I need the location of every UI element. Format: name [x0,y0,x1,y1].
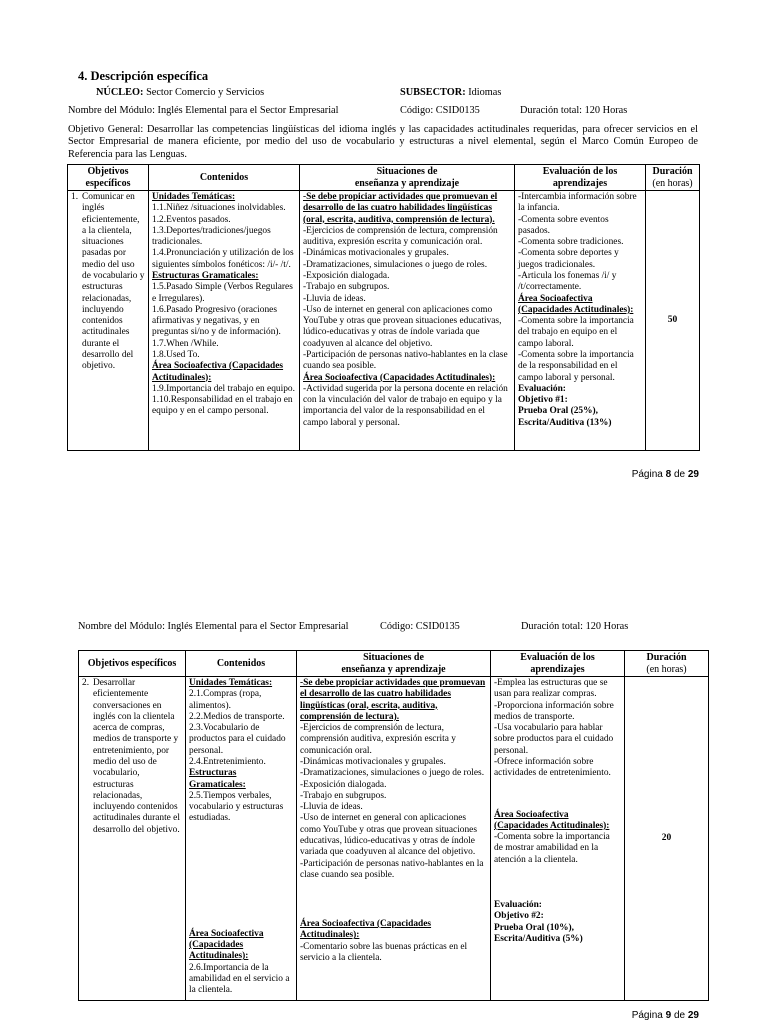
list-item: -Proporciona información sobre medios de transporte. [494,700,614,722]
section-title: 4. Descripción específica [78,69,209,83]
header-situaciones: Situaciones de enseñanza y aprendizaje [300,165,515,191]
list-item: -Trabajo en subgrupos. [300,790,387,801]
list-item: -Participación de personas nativo-hablantes en la clase cuando sea posible. [300,858,484,880]
list-item: 1.4.Pronunciación y utilización de los siguientes símbolos fonéticos: /i/- /t/. [152,248,294,270]
page-9 [0,500,768,1024]
table-header [68,165,700,191]
list-item: 2.3.Vocabulario de productos para el cuidado personal. [189,723,286,756]
list-item: -Comenta sobre eventos pasados. [518,214,609,236]
header-duracion: Duración (en horas) [625,651,709,677]
list-item: -Trabajo en subgrupos. [303,282,390,293]
list-item: -Dinámicas motivacionales y grupales. [300,756,446,767]
list-item: -Comenta sobre deportes y juegos tradicionales. [518,248,619,270]
module-code: Código: CSID0135 [380,621,460,632]
list-item: -Uso de internet en general con aplicaciones como YouTube y otras que provean situaciones educativas, lúdico-educativas y otras de índole variada que coadyuven al alcance del objetivo. [300,813,477,858]
nucleo-value: Sector Comercio y Servicios [146,87,265,98]
list-item: -Comenta sobre tradiciones. [518,237,624,248]
header-situaciones: Situaciones de enseñanza y aprendizaje [297,651,491,677]
module-duration: Duración total: 120 Horas [521,621,629,632]
nucleo-label: NÚCLEO: [96,87,144,98]
page-footer: Página 9 de 29 [631,1010,699,1021]
list-item: -Comenta sobre la importancia del trabajo en equipo en el campo laboral. [518,316,634,349]
situations-cell: -Se debe propiciar actividades que promuevan el desarrollo de las cuatro habilidades lingüísticas (oral, escrita, auditiva, comprensión de lectura). -Ejercicios de comprensión de lectura, comprensión auditiva, expresión escrita y comunicación oral. -Dinámicas motivacionales y grupales. -Dramatizaciones, simulaciones o juego de roles. -Exposición dialogada. -Trabajo en subgrupos. -Lluvia de ideas. -Uso de internet en general con aplicaciones como YouTube y otras que provean situaciones educativas, lúdico-educativas y otras de índole variada que coadyuven al alcance del objetivo. -Participación de personas nativo-hablantes en la clase cuando sea posible. Área Socioafectiva (Capacidades Actitudinales): -Comentario sobre las buenas prácticas en el servicio a la clientela. [297,677,491,1001]
list-item: 1.3.Deportes/tradiciones/juegos tradicionales. [152,225,271,248]
list-item: -Uso de internet en general con aplicaciones como YouTube y otras que provean situaciones educativas, lúdico-educativas y otras de índole variada que coadyuven al alcance del objetivo. [303,304,502,349]
contents-cell: Unidades Temáticas: 1.1.Niñez /situaciones inolvidables. 1.2.Eventos pasados. 1.3.Deportes/tradiciones/juegos tradicionales. 1.4.Pronunciación y utilización de los siguientes símbolos fonéticos: /i/- /t/. Estructuras Gramaticales: 1.5.Pasado Simple (Verbos Regulares e Irregulares). 1.6.Pasado Progresivo (oraciones afirmativas y negativas, y en preguntas si/no y de información). 1.7.When /While. 1.8.Used To. Área Socioafectiva (Capacidades Actitudinales): 1.9.Importancia del trabajo en equipo. 1.10.Responsabilidad en el trabajo en equipo y en el campo personal. [149,191,300,451]
list-item: 1.7.When /While. [152,338,219,349]
list-item: -Lluvia de ideas. [303,293,366,304]
list-item: 1.10.Responsabilidad en el trabajo en equipo y en el campo personal. [152,395,293,417]
evaluation-cell: -Emplea las estructuras que se usan para realizar compras. -Proporciona información sobre medios de transporte. -Usa vocabulario para hablar sobre productos para el cuidado personal. -Ofrece información sobre actividades de entretenimiento. Área Socioafectiva (Capacidades Actitudinales): -Comenta sobre la importancia de mostrar amabilidad en la atención a la clientela. Evaluación: Objetivo #2: Prueba Oral (10%), Escrita/Auditiva (5%) [491,677,625,1001]
header-objetivos: Objetivos específicos [79,651,186,677]
objective-text: Desarrollar eficientemente conversaciones en inglés con la clientela acerca de compras, medios de transporte y entretenimiento, por medio del uso de vocabulario, estructuras relacionadas, incluyendo contenidos actitudinales durante el desarrollo del objetivo. [93,678,180,835]
duration-cell: 20 [625,677,709,1001]
module-row [68,105,708,119]
header-evaluacion: Evaluación de los aprendizajes [491,651,625,677]
module-duration: Duración total: 120 Horas [520,105,628,116]
list-item: -Comenta sobre la importancia de mostrar amabilidad en la atención a la clientela. [494,832,610,865]
list-item: -Dramatizaciones, simulaciones o juego de roles. [303,259,488,270]
list-item: -Participación de personas nativo-hablantes en la clase cuando sea posible. [303,349,508,372]
header-evaluacion: Evaluación de los aprendizajes [515,165,646,191]
list-item: 2.1.Compras (ropa, alimentos). [189,689,262,711]
list-item: -Ejercicios de comprensión de lectura, comprensión auditiva, expresión escrita y comunicación oral. [300,723,456,756]
list-item: -Actividad sugerida por la persona docente en relación con la vinculación del valor de trabajo en equipo y la importancia del valor de la responsabilidad en el campo laboral y personal. [303,383,508,428]
general-objective: Objetivo General: Desarrollar las competencias lingüísticas del idioma inglés y las capacidades actitudinales requeridas, para ofrecer servicios en el Sector Empresarial de manera eficiente, por medio del uso de vocabulario y estructuras a nivel elemental, según el Marco Común Europeo de Referencia para las Lenguas. [68,124,698,160]
page-footer: Página 8 de 29 [631,469,699,480]
module-row [78,621,708,635]
description-table [78,650,709,1001]
list-item: -Usa vocabulario para hablar sobre productos para el cuidado personal. [494,723,614,756]
objective-text: Comunicar en inglés eficientemente, a la clientela, situaciones pasadas por medio del uso de vocabulario y estructuras relacionadas, incluyendo contenidos actitudinales durante el desarrollo del objetivo. [82,192,145,372]
list-item: 1.5.Pasado Simple (Verbos Regulares e Irregulares). [152,282,293,304]
contents-cell: Unidades Temáticas: 2.1.Compras (ropa, alimentos). 2.2.Medios de transporte. 2.3.Vocabulario de productos para el cuidado personal. 2.4.Entretenimiento. Estructuras Gramaticales: 2.5.Tiempos verbales, vocabulario y estructuras estudiadas. Área Socioafectiva (Capacidades Actitudinales): 2.6.Importancia de la amabilidad en el servicio a la clientela. [186,677,297,1001]
list-item: -Exposición dialogada. [303,270,390,281]
duration-cell: 50 [646,191,700,451]
subsector-value: Idiomas [468,87,502,98]
objective-cell: 1. Comunicar en inglés eficientemente, a la clientela, situaciones pasadas por medio del uso de vocabulario y estructuras relacionadas, incluyendo contenidos actitudinales durante el desarrollo del objetivo. [68,191,149,451]
list-item: -Ofrece información sobre actividades de entretenimiento. [494,756,611,779]
list-item: 1.2.Eventos pasados. [152,214,231,225]
table-header [79,651,709,677]
nucleo-row [96,87,696,101]
list-item: -Ejercicios de comprensión de lectura, comprensión auditiva, expresión escrita y comunicación oral. [303,225,498,248]
list-item: -Comentario sobre las buenas prácticas en el servicio a la clientela. [300,941,468,963]
subsector-label: SUBSECTOR: [400,87,466,98]
evaluation-cell: -Intercambia información sobre la infancia. -Comenta sobre eventos pasados. -Comenta sobre tradiciones. -Comenta sobre deportes y juegos tradicionales. -Articula los fonemas /i/ y /t/correctamente. Área Socioafectiva (Capacidades Actitudinales): -Comenta sobre la importancia del trabajo en equipo en el campo laboral. -Comenta sobre la importancia de la responsabilidad en el campo laboral y personal. Evaluación: Objetivo #1: Prueba Oral (25%), Escrita/Auditiva (13%) [515,191,646,451]
list-item: 1.8.Used To. [152,349,200,360]
header-duracion: Duración (en horas) [646,165,700,191]
header-contenidos: Contenidos [186,651,297,677]
list-item: 1.9.Importancia del trabajo en equipo. [152,383,295,394]
list-item: -Dinámicas motivacionales y grupales. [303,248,449,259]
module-name: Nombre del Módulo: Inglés Elemental para el Sector Empresarial [68,105,339,116]
objective-cell: 2. Desarrollar eficientemente conversaciones en inglés con la clientela acerca de compras, medios de transporte y entretenimiento, por medio del uso de vocabulario, estructuras relacionadas, incluyendo contenidos actitudinales durante el desarrollo del objetivo. [79,677,186,1001]
list-item: -Exposición dialogada. [300,779,387,790]
situations-cell: -Se debe propiciar actividades que promuevan el desarrollo de las cuatro habilidades lingüísticas (oral, escrita, auditiva, comprensión de lectura). -Ejercicios de comprensión de lectura, comprensión auditiva, expresión escrita y comunicación oral. -Dinámicas motivacionales y grupales. -Dramatizaciones, simulaciones o juego de roles. -Exposición dialogada. -Trabajo en subgrupos. -Lluvia de ideas. -Uso de internet en general con aplicaciones como YouTube y otras que provean situaciones educativas, lúdico-educativas y otras de índole variada que coadyuven al alcance del objetivo. -Participación de personas nativo-hablantes en la clase cuando sea posible. Área Socioafectiva (Capacidades Actitudinales): -Actividad sugerida por la persona docente en relación con la vinculación del valor de trabajo en equipo y la importancia del valor de la responsabilidad en el campo laboral y personal. [300,191,515,451]
list-item: -Emplea las estructuras que se usan para realizar compras. [494,678,608,700]
list-item: -Intercambia información sobre la infancia. [518,192,637,214]
list-item: 2.4.Entretenimiento. [189,756,266,767]
list-item: -Comenta sobre la importancia de la responsabilidad en el campo laboral y personal. [518,349,634,383]
list-item: -Articula los fonemas /i/ y /t/correctamente. [518,270,617,293]
list-item: 2.6.Importancia de la amabilidad en el servicio a la clientela. [189,962,290,996]
module-code: Código: CSID0135 [400,105,480,116]
list-item: 2.5.Tiempos verbales, vocabulario y estructuras estudiadas. [189,790,284,824]
list-item: -Lluvia de ideas. [300,802,363,813]
module-name: Nombre del Módulo: Inglés Elemental para el Sector Empresarial [78,621,349,632]
list-item: 2.2.Medios de transporte. [189,711,285,722]
description-table [67,164,700,451]
header-contenidos: Contenidos [149,165,300,191]
table-row [79,677,709,1001]
page-8 [0,0,768,500]
list-item: 1.1.Niñez /situaciones inolvidables. [152,203,286,214]
header-objetivos: Objetivos específicos [68,165,149,191]
list-item: 1.6.Pasado Progresivo (oraciones afirmativas y negativas, y en preguntas si/no y de información). [152,304,281,338]
table-row [68,191,700,451]
list-item: -Dramatizaciones, simulaciones o juego de roles. [300,768,485,779]
